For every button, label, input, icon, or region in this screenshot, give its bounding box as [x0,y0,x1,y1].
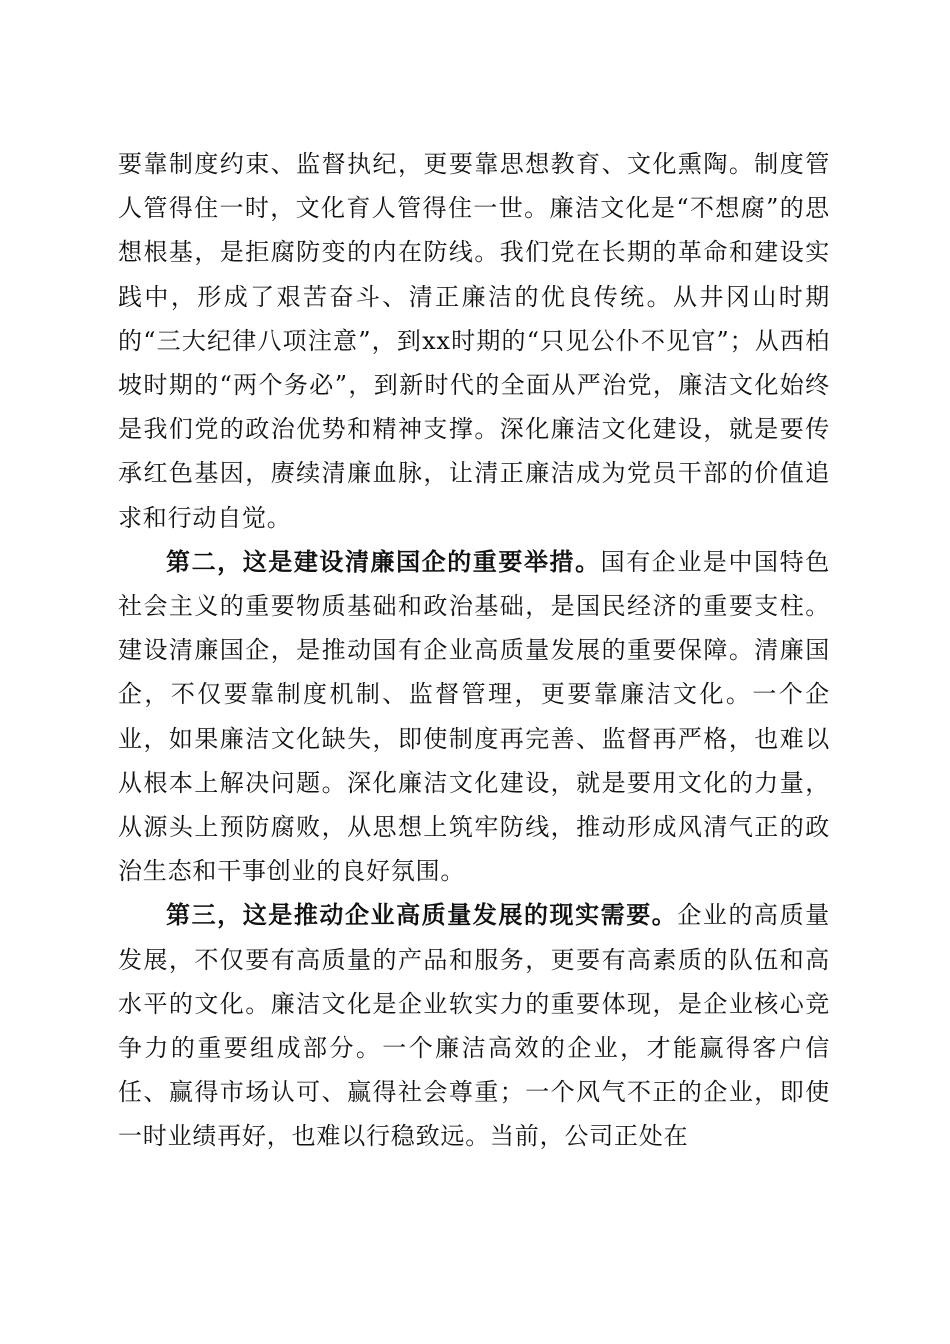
paragraph-text: 要靠制度约束、监督执纪，更要靠思想教育、文化熏陶。制度管人管得住一时，文化育人管得住一世。廉洁文化是“不想腐”的思想根基，是拒腐防变的内在防线。我们党在长期的革命和建设实践中，形成了艰苦奋斗、清正廉洁的优良传统。从井冈山时期的“三大纪律八项注意”，到xx时期的“只见公仆不见官”；从西柏坡时期的“两个务必”，到新时代的全面从严治党，廉洁文化始终是我们党的政治优势和精神支撑。深化廉洁文化建设，就是要传承红色基因，赓续清廉血脉，让清正廉洁成为党员干部的价值追求和行动自觉。 [118,150,830,532]
paragraph-lead-heading: 第二，这是建设清廉国企的重要举措。 [166,546,601,576]
paragraph-lead-heading: 第三，这是推动企业高质量发展的现实需要。 [166,900,678,930]
paragraph-third-point [118,893,830,1158]
document-body [118,142,830,1159]
paragraph-text: 企业的高质量发展，不仅要有高质量的产品和服务，更要有高素质的队伍和高水平的文化。廉洁文化是企业软实力的重要体现，是企业核心竞争力的重要组成部分。一个廉洁高效的企业，才能赢得客户信任、赢得市场认可、赢得社会尊重；一个风气不正的企业，即使一时业绩再好，也难以行稳致远。当前，公司正处在 [118,901,830,1151]
paragraph-second-point [118,540,830,894]
paragraph-continuation [118,142,830,540]
paragraph-text: 国有企业是中国特色社会主义的重要物质基础和政治基础，是国民经济的重要支柱。建设清廉国企，是推动国有企业高质量发展的重要保障。清廉国企，不仅要靠制度机制、监督管理，更要靠廉洁文化。一个企业，如果廉洁文化缺失，即使制度再完善、监督再严格，也难以从根本上解决问题。深化廉洁文化建设，就是要用文化的力量，从源头上预防腐败，从思想上筑牢防线，推动形成风清气正的政治生态和干事创业的良好氛围。 [118,547,830,886]
